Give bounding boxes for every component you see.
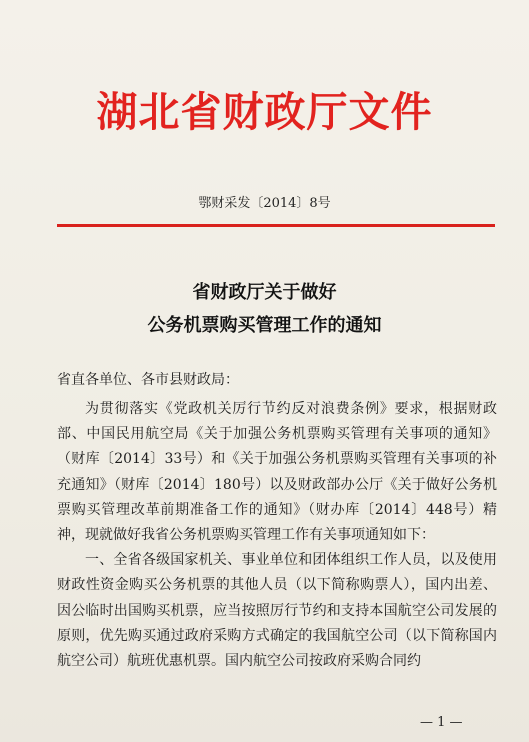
paragraph-item-1: 一、全省各级国家机关、事业单位和团体组织工作人员，以及使用财政性资金购买公务机票的其他人员（以下简称购票人），国内出差、因公临时出国购买机票，应当按照厉行节约和支持本国航空公司发展的原则，优先购买通过政府采购方式确定的我国航空公司（以下简称国内航空公司）航班优惠机票。国内航空公司按政府采购合同约 (57, 552, 497, 670)
notice-title-line-1: 省财政厅关于做好 (192, 282, 337, 303)
masthead-title: 湖北省财政厅文件 (96, 88, 433, 136)
paragraph-intro: 为贯彻落实《党政机关厉行节约反对浪费条例》要求，根据财政部、中国民用航空局《关于加强公务机票购买管理有关事项的通知》（财库〔2014〕33号）和《关于加强公务机票购买管理有关事项的补充通知》（财库〔2014〕180号）以及财政部办公厅《关于做好公务机票购买管理改革前期准备工作的通知》（财办库〔2014〕448号）精神，现就做好我省公务机票购买管理工作有关事项通知如下： (57, 401, 497, 544)
red-divider-line (57, 224, 495, 227)
document-number: 鄂财采发〔2014〕8号 (198, 196, 331, 211)
body-text (57, 397, 497, 674)
notice-title-line-2: 公务机票购买管理工作的通知 (147, 315, 382, 336)
salutation: 省直各单位、各市县财政局： (57, 372, 239, 388)
page-number: — 1 — (420, 715, 463, 730)
